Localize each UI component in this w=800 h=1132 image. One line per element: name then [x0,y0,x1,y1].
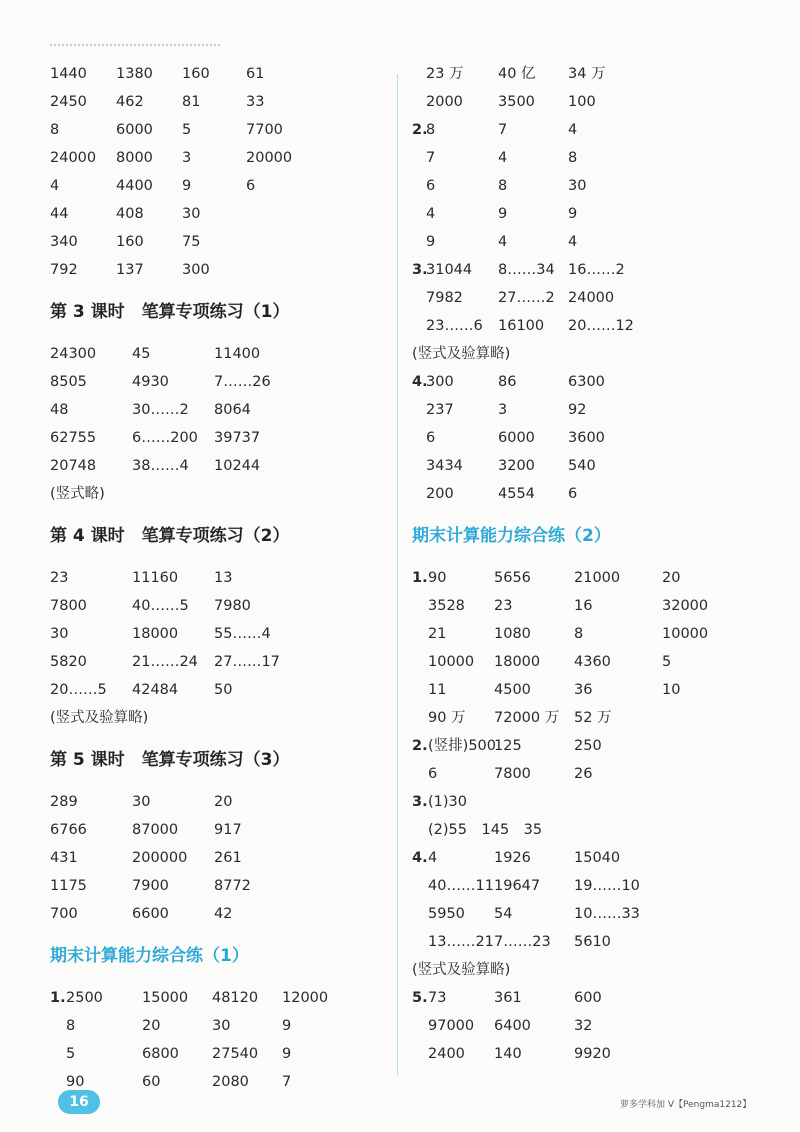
answer-cell: 10000 [662,626,709,642]
answer-cell: 1175 [50,878,87,894]
answer-cell: 38……4 [132,458,189,474]
answer-row [412,984,772,1012]
answer-cell: 48 [50,402,69,418]
answer-cell: 23 [50,570,69,586]
answer-row [412,172,772,200]
answer-row [412,312,772,340]
answer-cell: 3600 [568,430,605,446]
answer-cell: 261 [214,850,242,866]
final2-title: 期末计算能力综合练（2） [412,526,611,546]
final2-note: (竖式及验算略) [412,962,511,978]
answer-cell: 4554 [498,486,535,502]
answer-cell: 90 [428,570,447,586]
answer-cell: 361 [494,990,522,1006]
question-number: 2. [412,738,428,754]
answer-cell: 4 [426,206,436,222]
answer-cell: 90 [66,1074,85,1090]
answer-row [50,368,390,396]
answer-cell: 24000 [568,290,615,306]
right-answers-4 [412,368,772,508]
answer-cell: 92 [568,402,587,418]
answer-cell: 21000 [574,570,621,586]
answer-cell: 4 [568,122,578,138]
answer-cell: 34 万 [568,66,606,82]
answer-cell: 4 [568,234,578,250]
answer-cell: 7700 [246,122,283,138]
answer-cell: 7……23 [494,934,551,950]
answer-row [412,760,772,788]
answer-cell: 10000 [428,654,475,670]
lesson3-title: 第 3 课时 笔算专项练习（1） [50,302,290,322]
answer-row [50,256,390,284]
answer-cell: 5820 [50,654,87,670]
answer-row [50,872,390,900]
answer-cell: 50 [214,682,233,698]
answer-cell: 11160 [132,570,179,586]
answer-row [412,816,772,844]
answer-cell: 8 [574,626,584,642]
answer-row [50,564,390,592]
answer-cell: 3500 [498,94,535,110]
answer-row [50,676,390,704]
answer-cell: 2000 [426,94,463,110]
answer-cell: 9 [282,1018,292,1034]
answer-row [50,424,390,452]
question-number: 4. [412,850,428,866]
question-number: 1. [412,570,428,586]
answer-cell: 2400 [428,1046,465,1062]
answer-cell: 6000 [116,122,153,138]
answer-row [412,844,772,872]
answer-cell: 9 [282,1046,292,1062]
answer-cell: 9 [426,234,436,250]
answer-cell: 2500 [66,990,103,1006]
answer-cell: 10 [662,682,681,698]
answer-cell: 792 [50,262,78,278]
right-answers-top [412,60,772,340]
answer-cell: 1926 [494,850,531,866]
answer-cell: 1080 [494,626,531,642]
answer-row [412,256,772,284]
answer-cell: 10……33 [574,906,640,922]
answer-cell: 4 [50,178,60,194]
answer-cell: 8 [66,1018,76,1034]
answer-cell: 6 [246,178,256,194]
answer-cell: 125 [494,738,522,754]
answer-cell: 8505 [50,374,87,390]
answer-cell: 20……5 [50,682,107,698]
answer-cell: 32 [574,1018,593,1034]
answer-cell: 462 [116,94,144,110]
answer-row [412,900,772,928]
answer-cell: 20 [214,794,233,810]
question-number: 1. [50,990,66,1006]
answer-cell: 5656 [494,570,531,586]
answer-cell: 7900 [132,878,169,894]
answer-row [412,872,772,900]
answer-cell: 55……4 [214,626,271,642]
answer-cell: 2080 [212,1074,249,1090]
answer-cell: 72000 万 [494,710,560,726]
answer-cell: 31044 [426,262,473,278]
answer-cell: 137 [116,262,144,278]
answer-cell: 13……21 [428,934,494,950]
answer-cell: 30 [568,178,587,194]
answer-cell: 11400 [214,346,261,362]
answer-cell: 16 [574,598,593,614]
question-number: 2. [412,122,428,138]
answer-cell: 200 [426,486,454,502]
answer-cell: 250 [574,738,602,754]
answer-row [412,368,772,396]
answer-row [412,228,772,256]
answer-cell: 7 [282,1074,292,1090]
answer-cell: 54 [494,906,513,922]
lesson3-answers [50,340,390,480]
answer-cell: (1)30 [428,794,467,810]
answer-row [50,200,390,228]
final2-answers-5 [412,984,772,1068]
answer-cell: 5 [182,122,192,138]
answer-cell: 4500 [494,682,531,698]
answer-cell: 600 [574,990,602,1006]
answer-cell: 431 [50,850,78,866]
page-number: 16 [58,1090,100,1114]
answer-cell: 19……10 [574,878,640,894]
answer-cell: 3 [182,150,192,166]
answer-row [412,704,772,732]
answer-cell: 19647 [494,878,541,894]
answer-cell: 60 [142,1074,161,1090]
answer-cell: 5950 [428,906,465,922]
cropped-top-line [50,44,220,52]
answer-row [50,340,390,368]
question-number: 4. [412,374,428,390]
answer-cell: 200000 [132,850,188,866]
answer-cell: 24000 [50,150,97,166]
answer-cell: 6……200 [132,430,198,446]
answer-cell: 340 [50,234,78,250]
answer-cell: 6400 [494,1018,531,1034]
answer-cell: 6766 [50,822,87,838]
answer-cell: 10244 [214,458,261,474]
answer-cell: 15040 [574,850,621,866]
answer-cell: 20000 [246,150,293,166]
answer-cell: 7982 [426,290,463,306]
answer-row [412,396,772,424]
answer-cell: 90 万 [428,710,466,726]
answer-cell: 5 [66,1046,76,1062]
answer-row [50,900,390,928]
answer-cell: 61 [246,66,265,82]
answer-cell: 30 [132,794,151,810]
answer-row [412,676,772,704]
answer-row [50,984,390,1012]
answer-cell: 30 [50,626,69,642]
answer-row [412,284,772,312]
answer-cell: 4400 [116,178,153,194]
answer-row [50,844,390,872]
answer-cell: 7800 [494,766,531,782]
answer-cell: 700 [50,906,78,922]
answer-row [50,88,390,116]
answer-cell: 9920 [574,1046,611,1062]
answer-row [412,1040,772,1068]
answer-row [50,172,390,200]
answer-cell: 87000 [132,822,179,838]
answer-cell: 1380 [116,66,153,82]
lesson4-note: (竖式及验算略) [50,710,149,726]
answer-cell: 40……5 [132,598,189,614]
answer-cell: 3 [498,402,508,418]
answer-cell: 8 [50,122,60,138]
answer-cell: 4 [498,234,508,250]
answer-cell: 9 [182,178,192,194]
answer-cell: 86 [498,374,517,390]
answer-cell: 3434 [426,458,463,474]
answer-cell: 5 [662,654,672,670]
answer-cell: 6300 [568,374,605,390]
answer-cell: 81 [182,94,201,110]
lesson5-title: 第 5 课时 笔算专项练习（3） [50,750,290,770]
answer-cell: 160 [182,66,210,82]
answer-cell: 4930 [132,374,169,390]
answer-cell: 6600 [132,906,169,922]
answer-cell: 100 [568,94,596,110]
answer-cell: 18000 [132,626,179,642]
answer-row [412,928,772,956]
right-column [412,60,772,1068]
answer-cell: 18000 [494,654,541,670]
answer-cell: 8 [498,178,508,194]
lesson4-answers [50,564,390,704]
answer-cell: 45 [132,346,151,362]
answer-row [50,60,390,88]
final2-answers [412,564,772,956]
answer-cell: 4 [498,150,508,166]
answer-cell: 8 [426,122,436,138]
final1-title: 期末计算能力综合练（1） [50,946,249,966]
lesson3-note: (竖式略) [50,486,105,502]
answer-row [50,816,390,844]
answer-row [50,396,390,424]
answer-cell: 73 [428,990,447,1006]
answer-row [412,452,772,480]
answer-cell: 20 [662,570,681,586]
question-number: 3. [412,794,428,810]
answer-row [412,648,772,676]
answer-cell: 36 [574,682,593,698]
answer-cell: 140 [494,1046,522,1062]
answer-cell: 40……11 [428,878,494,894]
answer-cell: 408 [116,206,144,222]
answer-row [50,1012,390,1040]
answer-cell: 52 万 [574,710,612,726]
answer-cell: 23 万 [426,66,464,82]
answer-block-top [50,60,390,284]
answer-cell: 8772 [214,878,251,894]
left-column [50,60,390,1096]
answer-cell: 27……2 [498,290,555,306]
question-number: 5. [412,990,428,1006]
lesson5-answers [50,788,390,928]
answer-row [412,116,772,144]
answer-row [50,620,390,648]
answer-cell: 1440 [50,66,87,82]
answer-cell: 8000 [116,150,153,166]
answer-cell: (竖排)500 [428,738,496,754]
answer-cell: 13 [214,570,233,586]
answer-cell: 27540 [212,1046,259,1062]
answer-cell: 42484 [132,682,179,698]
answer-cell: (2)55 145 35 [428,822,543,838]
watermark: 萝多学科加 V【Pengma1212】 [620,1100,752,1110]
answer-row [50,452,390,480]
answer-cell: 21 [428,626,447,642]
answer-cell: 62755 [50,430,97,446]
answer-cell: 237 [426,402,454,418]
answer-cell: 27……17 [214,654,280,670]
answer-cell: 7800 [50,598,87,614]
answer-cell: 24300 [50,346,97,362]
answer-row [412,1012,772,1040]
answer-cell: 289 [50,794,78,810]
answer-row [50,788,390,816]
answer-cell: 23 [494,598,513,614]
answer-cell: 8064 [214,402,251,418]
answer-cell: 540 [568,458,596,474]
answer-row [50,144,390,172]
answer-cell: 6 [568,486,578,502]
answer-cell: 7……26 [214,374,271,390]
answer-row [50,1068,390,1096]
answer-cell: 300 [182,262,210,278]
question-number: 3. [412,262,428,278]
lesson4-title: 第 4 课时 笔算专项练习（2） [50,526,290,546]
answer-cell: 6 [426,430,436,446]
answer-cell: 20748 [50,458,97,474]
answer-cell: 2450 [50,94,87,110]
final1-answers [50,984,390,1096]
answer-cell: 7 [426,150,436,166]
answer-cell: 4 [428,850,438,866]
answer-cell: 5610 [574,934,611,950]
answer-row [50,228,390,256]
answer-row [412,480,772,508]
answer-cell: 16……2 [568,262,625,278]
answer-cell: 16100 [498,318,545,334]
answer-cell: 6000 [498,430,535,446]
answer-cell: 26 [574,766,593,782]
answer-cell: 44 [50,206,69,222]
answer-cell: 32000 [662,598,709,614]
answer-cell: 917 [214,822,242,838]
column-divider [397,75,398,1075]
answer-cell: 300 [426,374,454,390]
answer-cell: 7 [498,122,508,138]
answer-cell: 21……24 [132,654,198,670]
answer-cell: 8 [568,150,578,166]
answer-cell: 33 [246,94,265,110]
answer-cell: 6800 [142,1046,179,1062]
answer-row [412,564,772,592]
answer-row [412,592,772,620]
answer-cell: 20 [142,1018,161,1034]
answer-row [50,648,390,676]
answer-row [412,620,772,648]
answer-cell: 11 [428,682,447,698]
answer-cell: 3528 [428,598,465,614]
answer-row [50,592,390,620]
answer-cell: 15000 [142,990,189,1006]
answer-cell: 20……12 [568,318,634,334]
answer-cell: 7980 [214,598,251,614]
right-note: (竖式及验算略) [412,346,511,362]
answer-cell: 75 [182,234,201,250]
answer-cell: 30 [182,206,201,222]
answer-cell: 12000 [282,990,329,1006]
answer-cell: 9 [568,206,578,222]
answer-cell: 23……6 [426,318,483,334]
answer-cell: 39737 [214,430,261,446]
answer-row [412,732,772,760]
answer-cell: 40 亿 [498,66,536,82]
answer-cell: 4360 [574,654,611,670]
answer-row [412,788,772,816]
answer-cell: 6 [426,178,436,194]
answer-row [50,116,390,144]
answer-cell: 30……2 [132,402,189,418]
answer-cell: 9 [498,206,508,222]
answer-cell: 6 [428,766,438,782]
answer-cell: 3200 [498,458,535,474]
answer-cell: 48120 [212,990,259,1006]
answer-cell: 160 [116,234,144,250]
answer-row [412,200,772,228]
answer-cell: 8……34 [498,262,555,278]
answer-cell: 97000 [428,1018,475,1034]
answer-row [50,1040,390,1068]
answer-cell: 30 [212,1018,231,1034]
answer-row [412,144,772,172]
answer-row [412,424,772,452]
answer-cell: 42 [214,906,233,922]
answer-row [412,88,772,116]
answer-row [412,60,772,88]
